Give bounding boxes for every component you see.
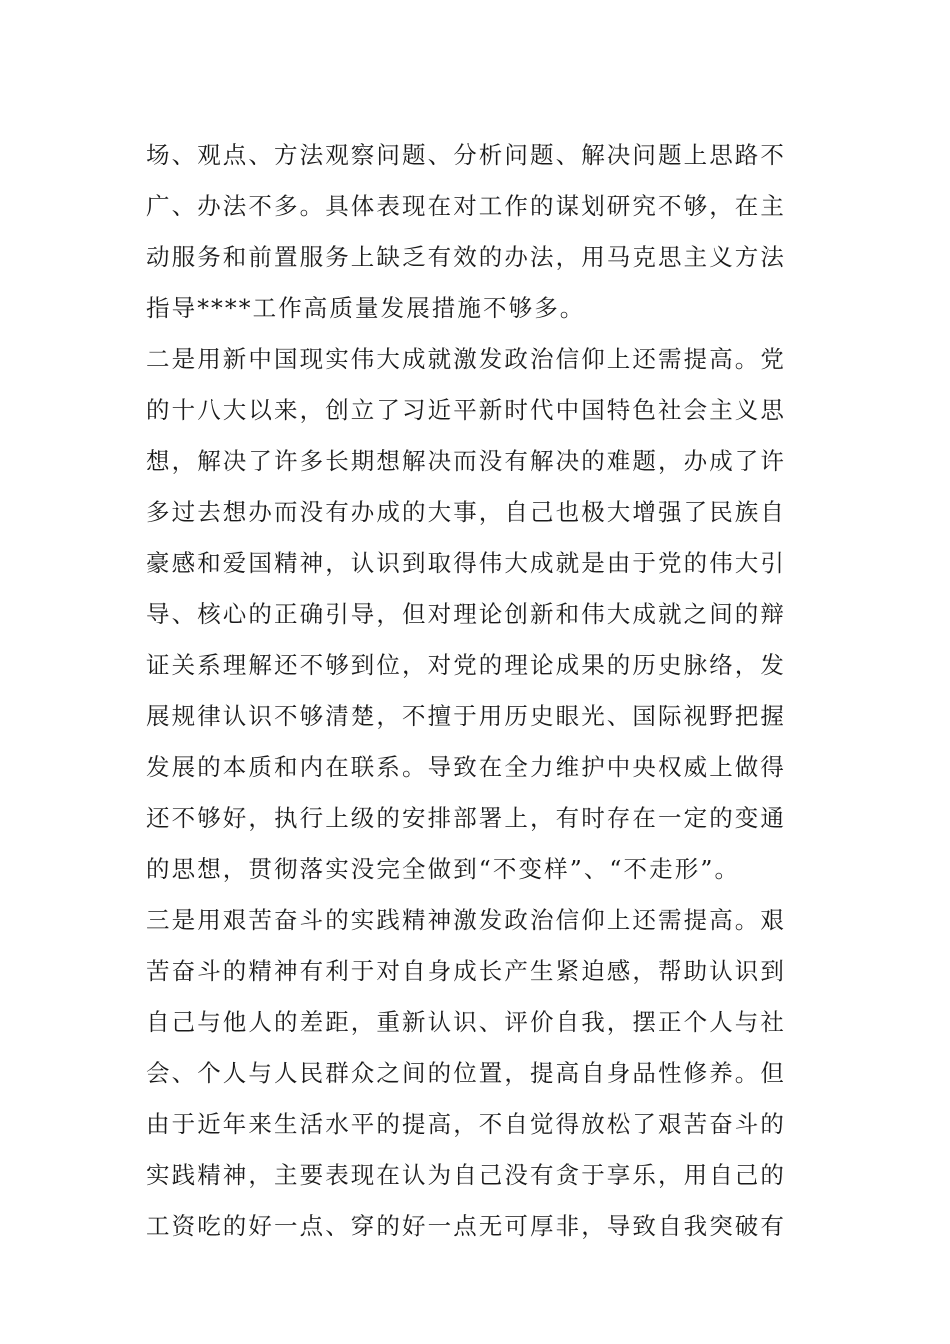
text-line: 工资吃的好一点、穿的好一点无可厚非，导致自我突破有 [146,1212,786,1240]
text-line: 的思想，贯彻落实没完全做到“不变样”、“不走形”。 [146,855,741,883]
text-line: 证关系理解还不够到位，对党的理论成果的历史脉络，发 [146,651,786,679]
text-line: 想，解决了许多长期想解决而没有解决的难题，办成了许 [146,447,786,475]
text-line: 发展的本质和内在联系。导致在全力维护中央权威上做得 [146,753,786,781]
text-line: 自己与他人的差距，重新认识、评价自我，摆正个人与社 [146,1008,786,1036]
text-line: 的十八大以来，创立了习近平新时代中国特色社会主义思 [146,396,786,424]
text-line: 实践精神，主要表现在认为自己没有贪于享乐，用自己的 [146,1161,786,1189]
paragraph-2 [146,334,806,895]
text-line: 由于近年来生活水平的提高，不自觉得放松了艰苦奋斗的 [146,1110,786,1138]
text-line: 场、观点、方法观察问题、分析问题、解决问题上思路不 [146,141,786,169]
text-line: 指导****工作高质量发展措施不够多。 [146,294,586,322]
text-line: 豪感和爱国精神，认识到取得伟大成就是由于党的伟大引 [146,549,786,577]
text-line: 苦奋斗的精神有利于对自身成长产生紧迫感，帮助认识到 [146,957,786,985]
text-line: 展规律认识不够清楚，不擅于用历史眼光、国际视野把握 [146,702,786,730]
text-line: 三是用艰苦奋斗的实践精神激发政治信仰上还需提高。艰 [146,906,786,934]
text-line: 会、个人与人民群众之间的位置，提高自身品性修养。但 [146,1059,786,1087]
text-line: 导、核心的正确引导，但对理论创新和伟大成就之间的辩 [146,600,786,628]
text-line: 多过去想办而没有办成的大事，自己也极大增强了民族自 [146,498,786,526]
paragraph-3 [146,895,806,1252]
text-line: 二是用新中国现实伟大成就激发政治信仰上还需提高。党 [146,345,786,373]
paragraph-1 [146,130,806,334]
document-page [146,130,806,1252]
text-line: 广、办法不多。具体表现在对工作的谋划研究不够，在主 [146,192,786,220]
text-line: 还不够好，执行上级的安排部署上，有时存在一定的变通 [146,804,786,832]
text-line: 动服务和前置服务上缺乏有效的办法，用马克思主义方法 [146,243,786,271]
